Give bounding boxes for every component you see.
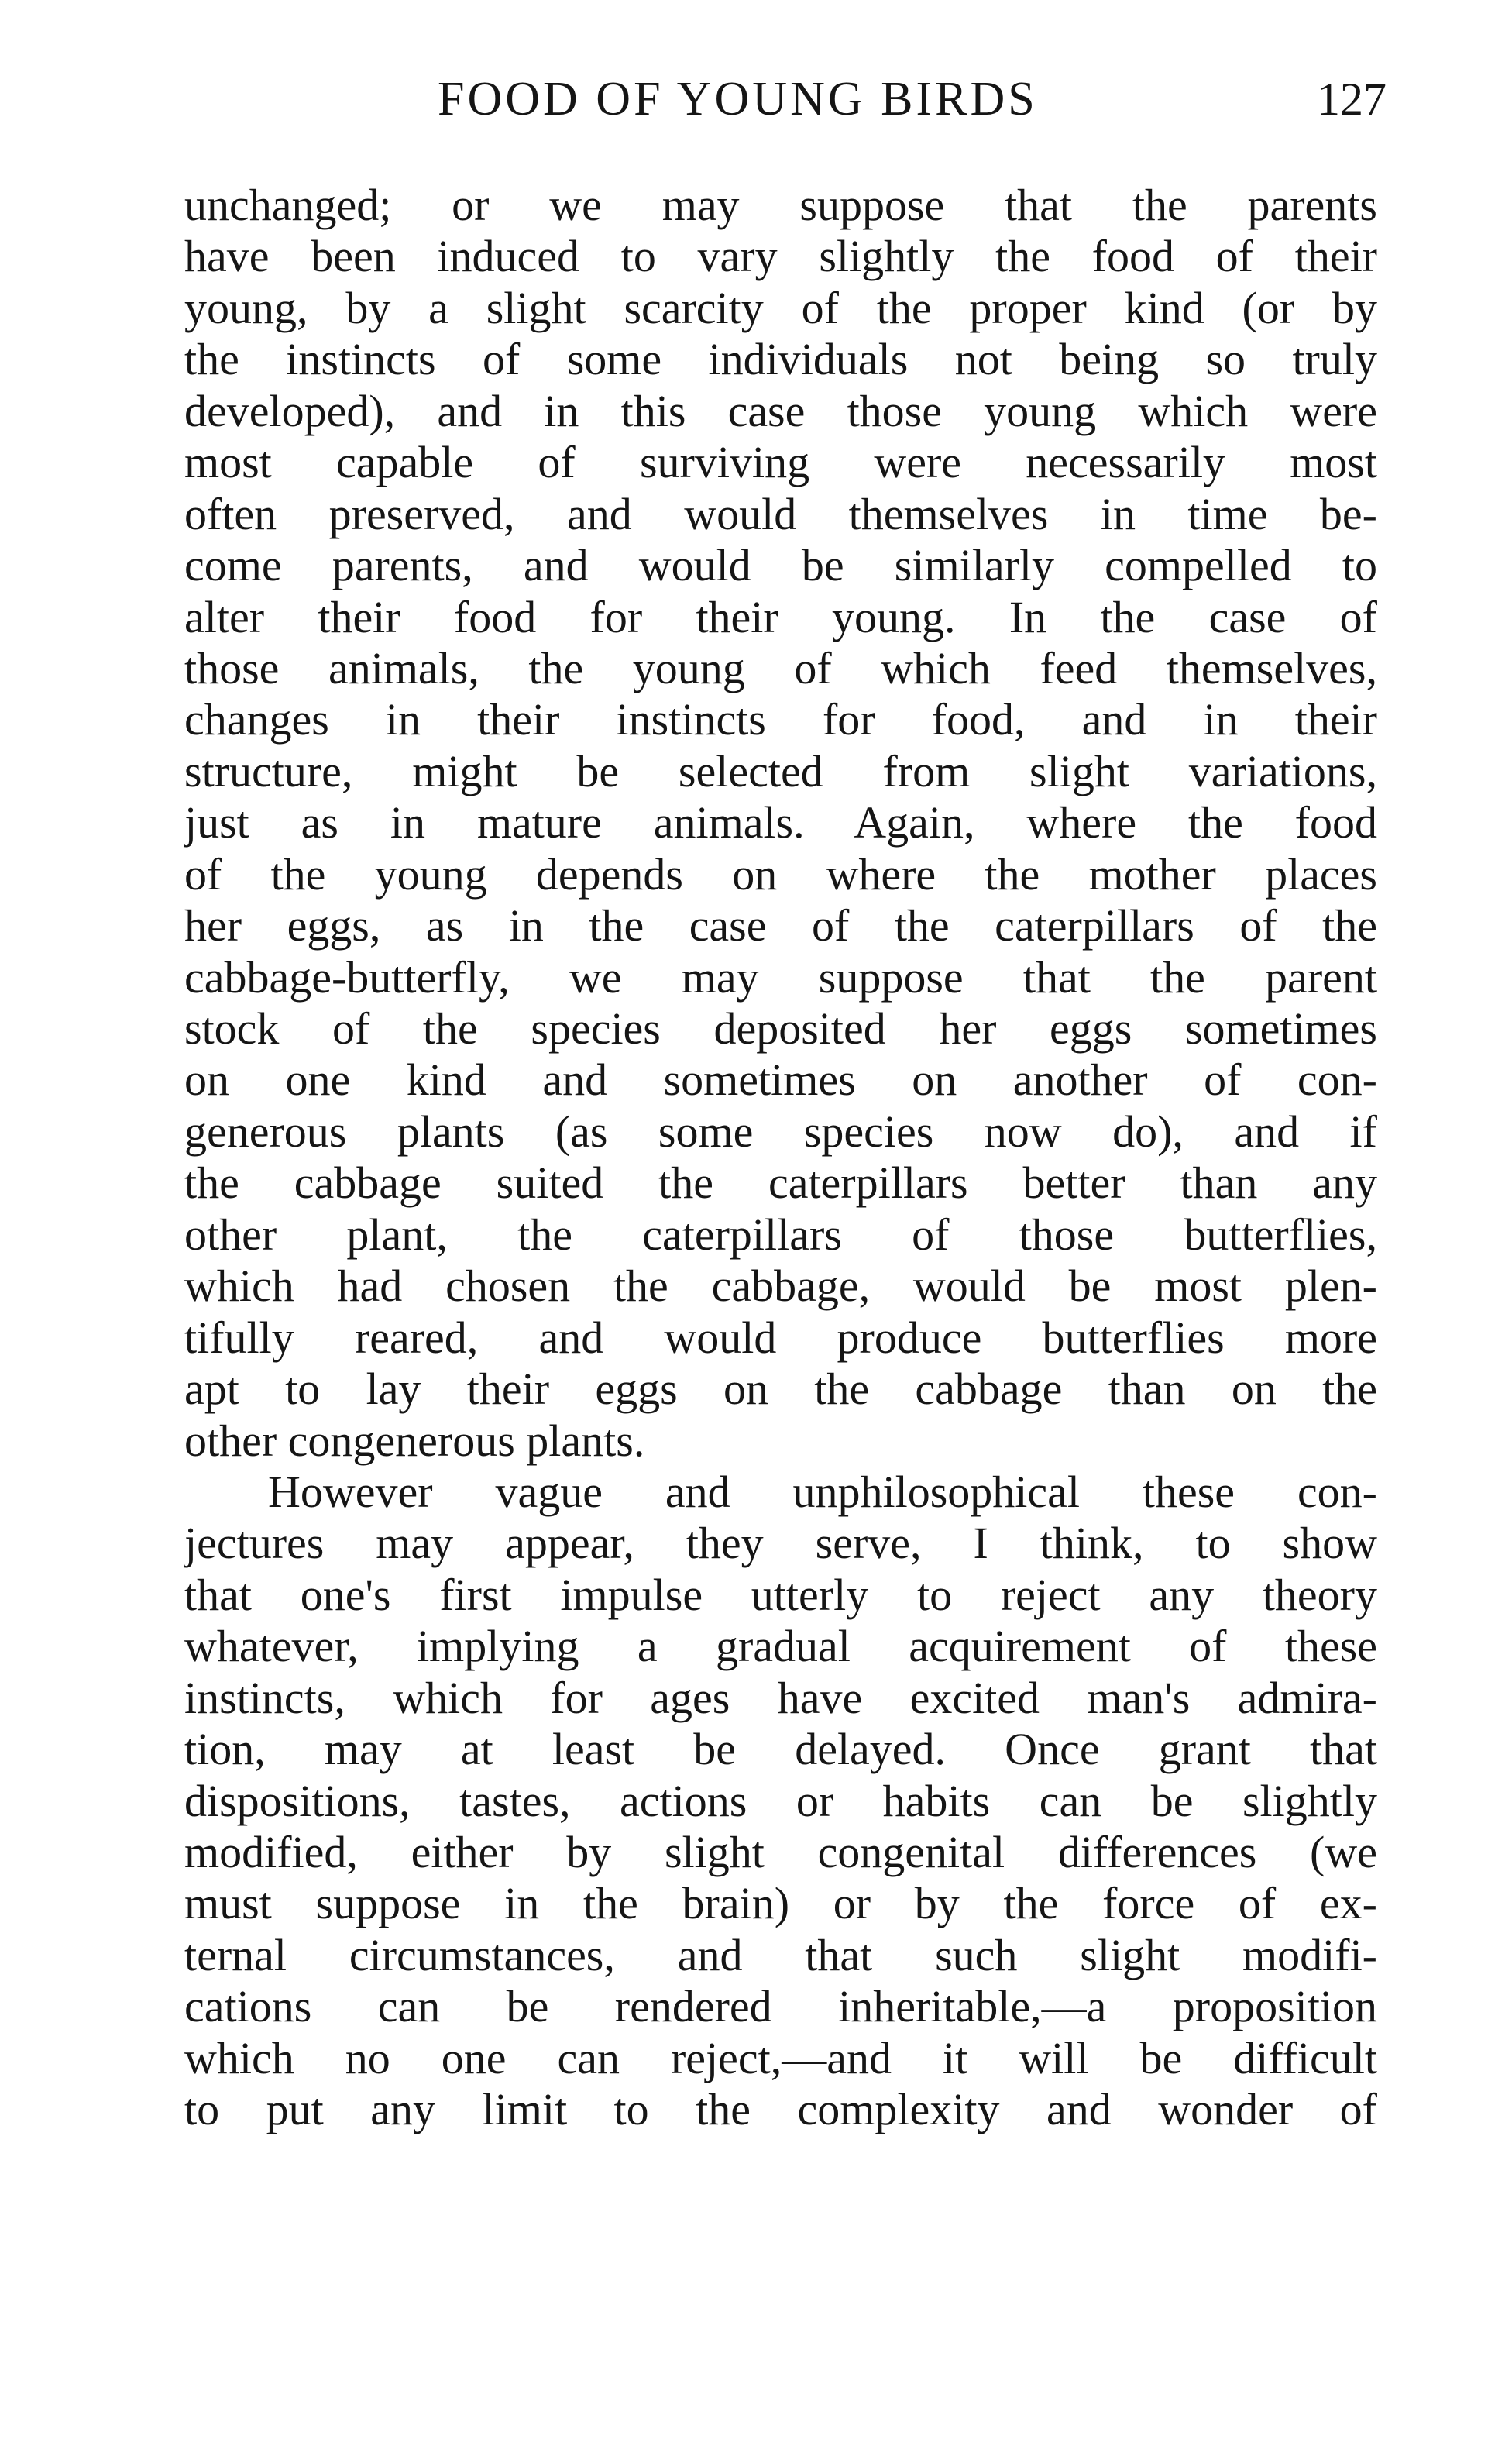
text-line: structure, might be selected from slight variations, — [184, 745, 1377, 796]
text-line: developed), and in this case those young which were — [184, 385, 1377, 436]
text-line: often preserved, and would themselves in time be- — [184, 488, 1377, 539]
text-line: unchanged; or we may suppose that the parents — [184, 180, 1377, 230]
text-line: jectures may appear, they serve, I think, to show — [184, 1518, 1377, 1569]
text-line: come parents, and would be similarly compelled to — [184, 540, 1377, 591]
text-line: her eggs, as in the case of the caterpillars of the — [184, 900, 1377, 951]
text-line: generous plants (as some species now do), and if — [184, 1106, 1377, 1157]
running-title: FOOD OF YOUNG BIRDS — [438, 73, 1038, 126]
text-line: apt to lay their eggs on the cabbage than on the — [184, 1364, 1377, 1415]
text-line: cabbage-butterfly, we may suppose that the parent — [184, 951, 1377, 1003]
text-line: just as in mature animals. Again, where the food — [184, 797, 1377, 848]
text-line: tifully reared, and would produce butterflies more — [184, 1312, 1377, 1363]
text-line: cations can be rendered inheritable,—a proposition — [184, 1981, 1377, 2032]
text-line: ternal circumstances, and that such slight modifi- — [184, 1929, 1377, 1980]
text-line: must suppose in the brain) or by the force of ex- — [184, 1878, 1377, 1929]
text-line: have been induced to vary slightly the food of their — [184, 231, 1377, 282]
text-line: alter their food for their young. In the case of — [184, 591, 1377, 642]
text-line: on one kind and sometimes on another of con- — [184, 1054, 1377, 1106]
text-line: modified, either by slight congenital differences (we — [184, 1827, 1377, 1877]
page-header — [0, 68, 1512, 130]
text-line: stock of the species deposited her eggs sometimes — [184, 1003, 1377, 1054]
text-line: changes in their instincts for food, and in their — [184, 694, 1377, 745]
text-line: other congenerous plants. — [184, 1415, 645, 1466]
text-line: to put any limit to the complexity and wonder of — [184, 2084, 1377, 2135]
paragraph-1 — [184, 180, 1377, 1467]
text-line: of the young depends on where the mother places — [184, 848, 1377, 900]
text-line: most capable of surviving were necessarily most — [184, 437, 1377, 488]
text-line: the instincts of some individuals not being so truly — [184, 334, 1377, 385]
text-line: However vague and unphilosophical these con- — [268, 1466, 1377, 1517]
text-line: dispositions, tastes, actions or habits can be slightly — [184, 1775, 1377, 1826]
text-line: those animals, the young of which feed themselves, — [184, 642, 1377, 693]
text-line: instincts, which for ages have excited man's admira- — [184, 1672, 1377, 1723]
text-line: which no one can reject,—and it will be difficult — [184, 2032, 1377, 2083]
body-text — [184, 180, 1377, 2136]
text-line: which had chosen the cabbage, would be most plen- — [184, 1261, 1377, 1312]
text-line: tion, may at least be delayed. Once grant that — [184, 1724, 1377, 1775]
text-line: other plant, the caterpillars of those butterflies, — [184, 1209, 1377, 1260]
text-line: young, by a slight scarcity of the proper kind (or by — [184, 282, 1377, 333]
page-number: 127 — [1317, 74, 1387, 125]
paragraph-2 — [184, 1467, 1377, 2136]
text-line: that one's first impulse utterly to reject any theory — [184, 1569, 1377, 1620]
text-line: the cabbage suited the caterpillars better than any — [184, 1157, 1377, 1209]
text-line: whatever, implying a gradual acquirement of these — [184, 1621, 1377, 1672]
